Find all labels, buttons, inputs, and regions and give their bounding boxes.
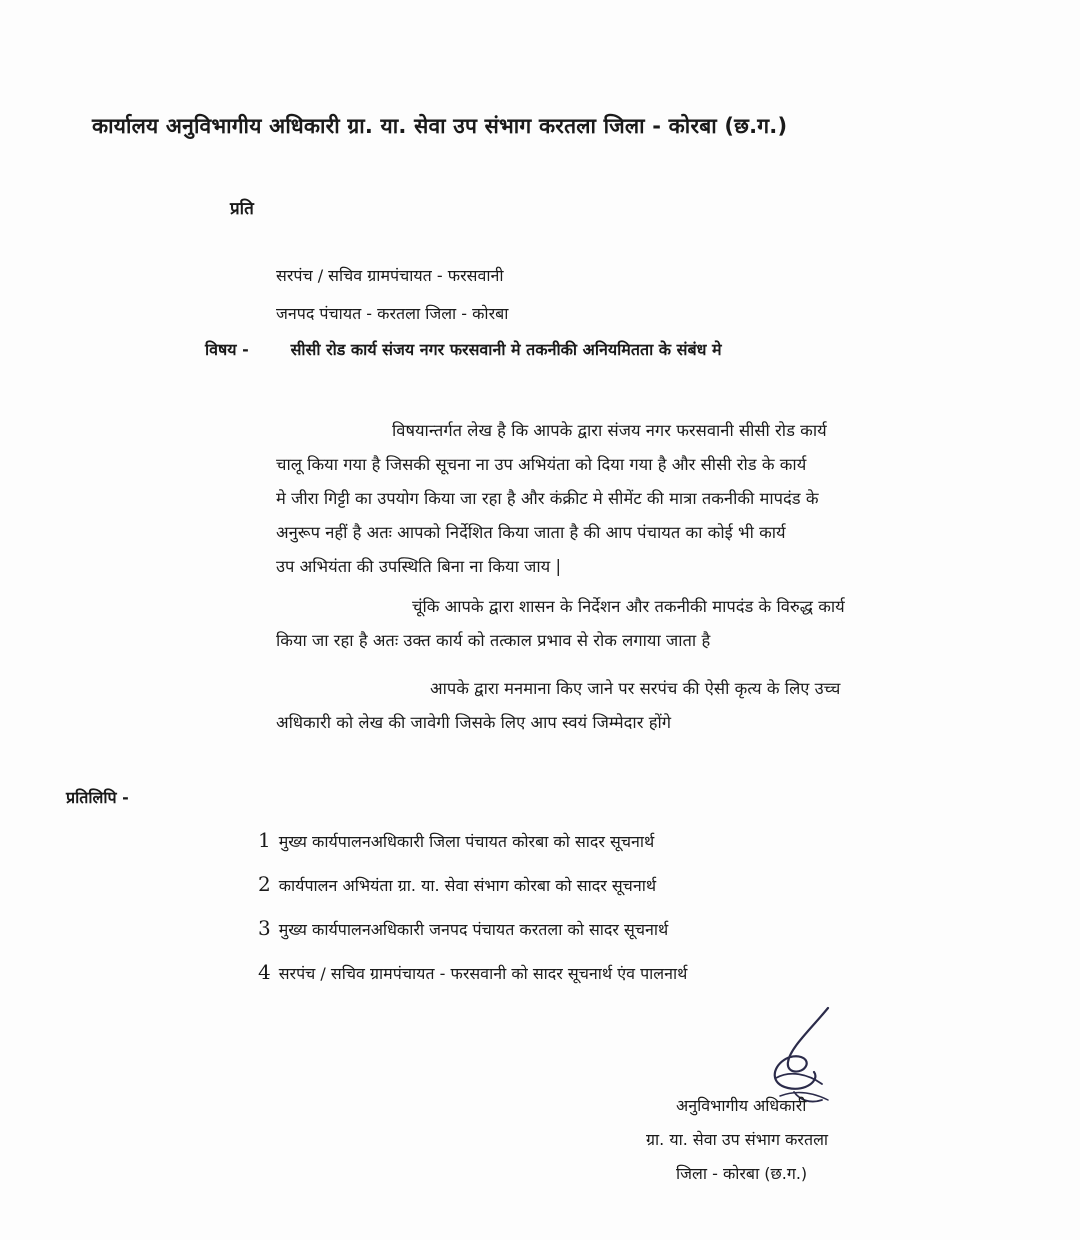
- copy-item-number: 3: [258, 916, 271, 940]
- copy-item-number: 4: [258, 960, 271, 984]
- body-paragraph-1: [276, 414, 976, 584]
- copy-item-text: सरपंच / सचिव ग्रामपंचायत - फरसवानी को सादर सूचनार्थ एंव पालनार्थ: [278, 964, 688, 983]
- paragraph-line: चूंकि आपके द्वारा शासन के निर्देशन और तकनीकी मापदंड के विरुद्ध कार्य: [412, 597, 845, 616]
- paragraph-line: उप अभियंता की उपस्थिति बिना ना किया जाय |: [276, 557, 562, 576]
- paragraph-line: किया जा रहा है अतः उक्त कार्य को तत्काल प्रभाव से रोक लगाया जाता है: [276, 631, 711, 650]
- signatory-office: ग्रा. या. सेवा उप संभाग करतला: [646, 1130, 829, 1149]
- copy-item-3: [258, 916, 668, 940]
- copy-item-text: कार्यपालन अभियंता ग्रा. या. सेवा संभाग कोरबा को सादर सूचनार्थ: [278, 876, 657, 895]
- recipient-line-1: सरपंच / सचिव ग्रामपंचायत - फरसवानी: [276, 266, 504, 285]
- copy-item-2: [258, 872, 656, 896]
- signatory-district: जिला - कोरबा (छ.ग.): [676, 1164, 808, 1183]
- paragraph-line: अनुरूप नहीं है अतः आपको निर्देशित किया जाता है की आप पंचायत का कोई भी कार्य: [276, 523, 786, 542]
- subject-line: [205, 338, 722, 362]
- copy-label: प्रतिलिपि -: [66, 788, 129, 807]
- office-heading: कार्यालय अनुविभागीय अधिकारी ग्रा. या. सेवा उप संभाग करतला जिला - कोरबा (छ.ग.): [92, 114, 788, 138]
- paragraph-line: आपके द्वारा मनमाना किए जाने पर सरपंच की ऐसी कृत्य के लिए उच्च: [430, 679, 841, 698]
- paragraph-line: मे जीरा गिट्टी का उपयोग किया जा रहा है और कंक्रीट मे सीमेंट की मात्रा तकनीकी मापदंड के: [276, 489, 819, 508]
- recipient-line-2: जनपद पंचायत - करतला जिला - कोरबा: [276, 304, 509, 323]
- signature-block: [640, 1000, 940, 1200]
- copy-item-number: 2: [258, 872, 271, 896]
- subject-text: सीसी रोड कार्य संजय नगर फरसवानी मे तकनीकी अनियमितता के संबंध मे: [290, 340, 722, 359]
- copy-item-text: मुख्य कार्यपालनअधिकारी जनपद पंचायत करतला को सादर सूचनार्थ: [278, 920, 669, 939]
- body-paragraph-3: [276, 672, 976, 742]
- signatory-designation: अनुविभागीय अधिकारी: [676, 1096, 807, 1115]
- paragraph-line: चालू किया गया है जिसकी सूचना ना उप अभियंता को दिया गया है और सीसी रोड के कार्य: [276, 455, 807, 474]
- paragraph-line: अधिकारी को लेख की जावेगी जिसके लिए आप स्वयं जिम्मेदार होंगे: [276, 713, 672, 732]
- prati-label: प्रति: [230, 199, 254, 219]
- paragraph-line: विषयान्तर्गत लेख है कि आपके द्वारा संजय नगर फरसवानी सीसी रोड कार्य: [392, 421, 827, 440]
- subject-label: विषय -: [205, 340, 249, 359]
- body-paragraph-2: [276, 590, 976, 660]
- copy-item-1: [258, 828, 654, 852]
- copy-item-4: [258, 960, 687, 984]
- copy-item-number: 1: [258, 828, 271, 852]
- copy-item-text: मुख्य कार्यपालनअधिकारी जिला पंचायत कोरबा को सादर सूचनार्थ: [278, 832, 655, 851]
